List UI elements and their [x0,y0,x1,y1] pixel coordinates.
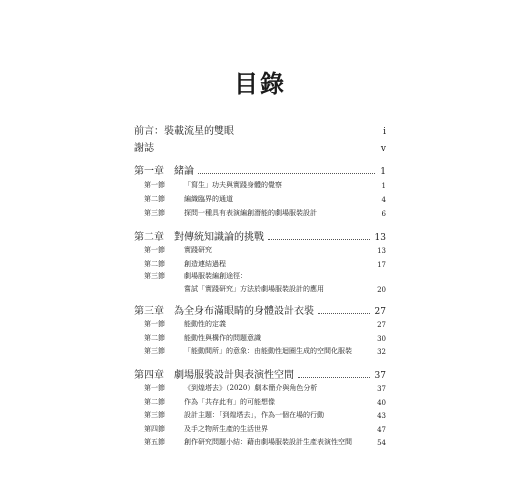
section-title: 能動性的定義 [184,320,226,328]
toc-section [134,208,386,218]
toc-section [134,397,386,407]
dot-leader [298,377,370,378]
chapter-page: 27 [374,307,386,317]
toc-chapter-4 [134,366,386,381]
section-page: 13 [377,247,386,255]
section-number: 第四節 [144,425,165,433]
section-title: 創作研究問題小結：藉由劇場服裝設計生產表演性空間 [184,438,352,446]
toc-section [134,346,386,356]
entry-label: 前言：裝載流星的雙眼 [134,126,234,137]
toc-entry-preface [134,122,386,137]
section-number: 第三節 [144,347,165,355]
section-page: 43 [377,412,386,420]
section-number: 第三節 [144,209,165,217]
section-page: 54 [377,439,386,447]
section-number: 第一節 [144,181,165,189]
section-title: 能動性與構作的問題意識 [184,334,261,342]
section-title: 作為「共存此有」的可能想像 [184,398,275,406]
toc-section [134,245,386,255]
chapter-number: 第三章 [134,306,164,317]
entry-label: 謝誌 [134,143,154,154]
section-page: 47 [377,426,386,434]
section-number: 第三節 [144,411,165,419]
page-title: 目錄 [234,69,286,98]
toc-chapter-3 [134,302,386,317]
entry-page: v [380,144,386,154]
section-page: 30 [377,335,386,343]
section-title: 《到煌塔去》（2020）劇本簡介與角色分析 [184,384,318,392]
section-title: 設計主題：「到煌塔去」，作為一個在場的行動 [184,411,324,419]
chapter-number: 第二章 [134,232,164,243]
toc-chapter-2 [134,228,386,243]
toc-chapter-1 [134,162,386,177]
toc-section [134,194,386,204]
toc-section [134,437,386,447]
toc-section [134,259,386,269]
section-number: 第一節 [144,246,165,254]
toc-entry-acknowledgements [134,139,386,154]
section-page: 27 [377,321,386,329]
toc-section [134,383,386,393]
section-number: 第五節 [144,438,165,446]
section-number: 第二節 [144,260,165,268]
chapter-title: 為全身布滿眼睛的身體設計衣裝 [174,306,314,317]
toc-section [134,319,386,329]
toc-section [134,180,386,190]
section-page: 6 [381,210,386,218]
chapter-title: 緒論 [174,166,194,177]
section-title: 實踐研究 [184,246,212,254]
toc-section [134,424,386,434]
entry-page: i [383,127,386,137]
dot-leader [268,239,370,240]
section-page: 40 [377,399,386,407]
section-title: 及手之物所生產的生活世界 [184,425,268,433]
section-title: 編織臨界的通道 [184,195,233,203]
chapter-page: 37 [374,371,386,381]
chapter-number: 第一章 [134,166,164,177]
chapter-title: 對傳統知識論的挑戰 [174,232,264,243]
section-page: 1 [381,182,386,190]
section-page: 37 [377,385,386,393]
toc-section [134,410,386,420]
section-page: 17 [377,261,386,269]
chapter-number: 第四章 [134,370,164,381]
section-number: 第一節 [144,320,165,328]
chapter-page: 13 [374,233,386,243]
section-number: 第一節 [144,384,165,392]
chapter-page: 1 [380,167,386,177]
section-title: 「能動間所」的意象：由能動性迴圈生成的空間化服裝 [184,347,352,355]
section-title: 劇場服裝編創途徑： [184,272,247,280]
toc-section [134,333,386,343]
toc-section [134,271,386,281]
section-title-line2: 嘗試「實踐研究」方法於劇場服裝設計的應用 [184,285,324,293]
section-number: 第二節 [144,398,165,406]
section-page: 20 [377,286,386,294]
section-title: 「寫生」功夫與實踐身體的覺察 [184,181,282,189]
toc-section-continued [134,284,386,294]
chapter-title: 劇場服裝設計與表演性空間 [174,370,294,381]
dot-leader [198,173,375,174]
dot-leader [318,313,370,314]
section-title: 探問一種具有表演編創潛能的劇場服裝設計 [184,209,317,217]
section-number: 第二節 [144,334,165,342]
section-page: 32 [377,348,386,356]
section-number: 第二節 [144,195,165,203]
section-number: 第三節 [144,272,165,280]
section-title: 創造連結過程 [184,260,226,268]
section-page: 4 [381,196,386,204]
